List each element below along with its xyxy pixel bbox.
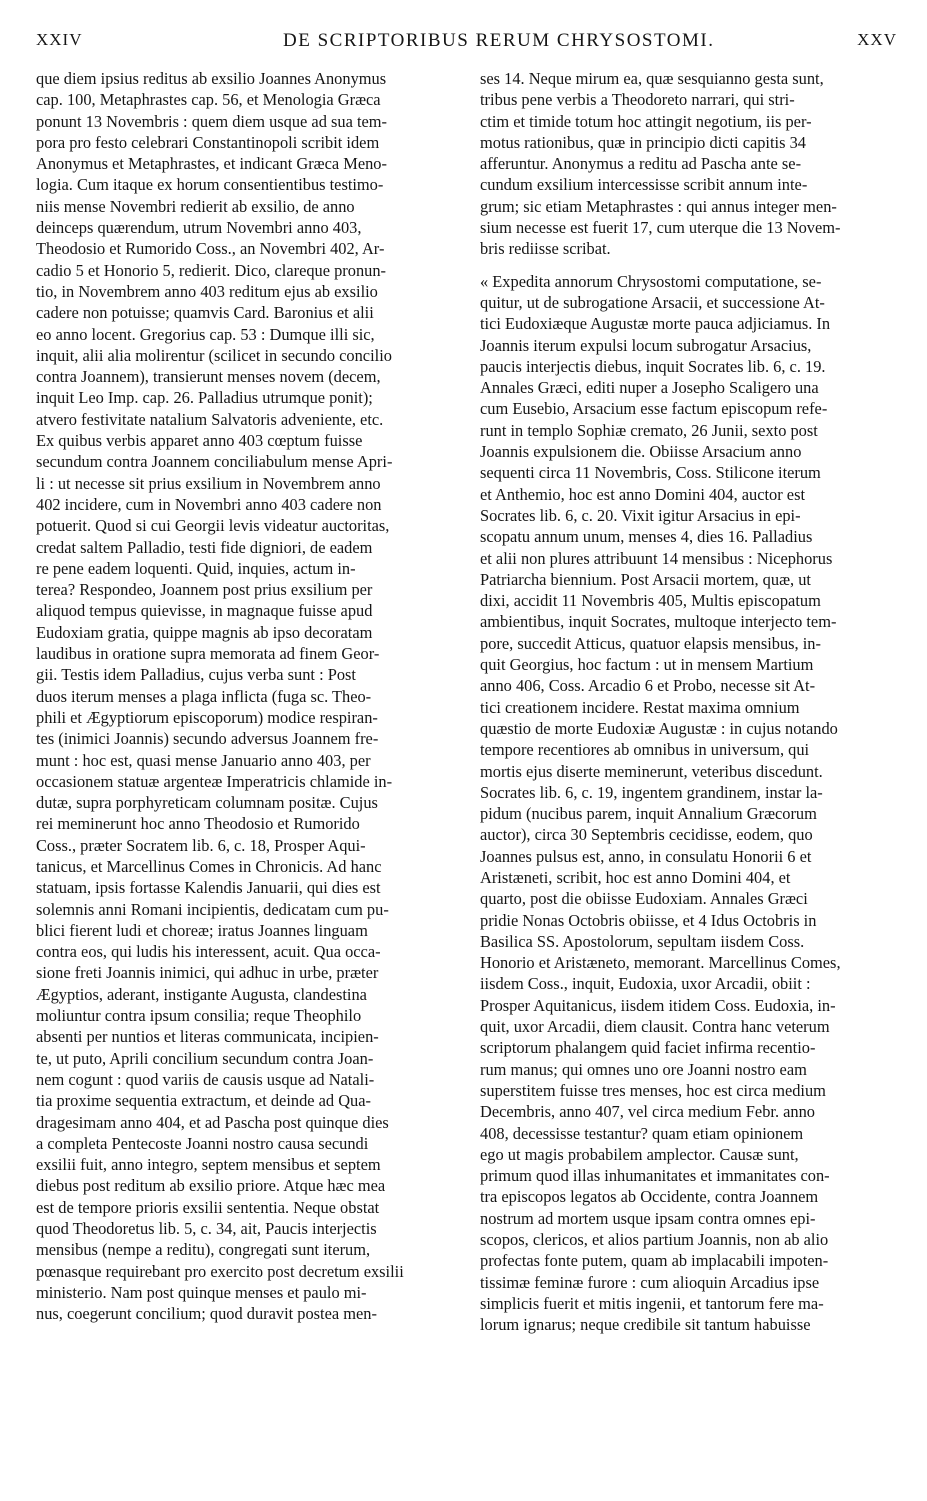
text-line: statuam, ipsis fortasse Kalendis Januarii, qui dies est xyxy=(36,878,381,898)
text-line: Aristæneti, scribit, hoc est anno Domini 404, et xyxy=(480,867,791,887)
text-line: ctim et timide totum hoc attingit negotium, iis per- xyxy=(480,111,812,131)
text-line: inquit, alii alia molirentur (scilicet in secundo concilio xyxy=(36,345,392,365)
text-line: Prosper Aquitanicus, iisdem itidem Coss. Eudoxia, in- xyxy=(480,995,836,1015)
text-line: quod Theodoretus lib. 5, c. 34, ait, Paucis interjectis xyxy=(36,1219,377,1239)
text-line: blici fierent ludi et choreæ; iratus Joannes linguam xyxy=(36,920,368,940)
text-line: sium necesse est fuerit 17, cum uterque die 13 Novem- xyxy=(480,218,841,238)
text-line: Joannis iterum expulsi locum subrogatur Arsacius, xyxy=(480,335,812,355)
text-line: dixi, accidit 11 Novembris 405, Multis episcopatum xyxy=(480,591,821,611)
text-line: nus, coegerunt concilium; quod duravit postea men- xyxy=(36,1304,377,1324)
text-line: ses 14. Neque mirum ea, quæ sesquianno gesta sunt, xyxy=(480,69,824,88)
text-line: moliuntur contra ipsum consilia; reque Theophilo xyxy=(36,1006,362,1026)
text-line: simplicis fuerit et mitis ingenii, et tantorum fere ma- xyxy=(480,1293,824,1313)
text-line: Theodosio et Rumorido Coss., an Novembri 402, Ar- xyxy=(36,239,385,259)
text-line: laudibus in oratione supra memorata ad finem Geor- xyxy=(36,644,380,664)
text-line: potuerit. Quod si cui Georgii levis videatur auctoritas, xyxy=(36,516,390,536)
text-line: quarto, post die obiisse Eudoxiam. Annales Græci xyxy=(480,889,808,909)
text-line: deinceps quærendum, utrum Novembri anno 403, xyxy=(36,218,362,238)
text-line: runt in templo Sophiæ cremato, 26 Junii, sexto post xyxy=(480,420,818,440)
text-line: motus rationibus, quæ in principio dicti capitis 34 xyxy=(480,132,806,152)
text-line: sione freti Joannis inimici, qui adhuc in urbe, præter xyxy=(36,963,379,983)
text-line: tici Eudoxiæque Augustæ morte pauca adjiciamus. In xyxy=(480,314,831,334)
text-line: ambientibus, inquit Socrates, multoque interjecto tem- xyxy=(480,612,837,632)
text-line: credat saltem Palladio, testi fide digniori, de eadem xyxy=(36,537,373,557)
text-line: pora pro festo celebrari Constantinopoli scribit idem xyxy=(36,132,380,152)
text-line: cadio 5 et Honorio 5, redierit. Dico, clareque pronun- xyxy=(36,260,386,280)
text-line: Ægyptios, aderant, instigante Augusta, clandestina xyxy=(36,984,367,1004)
text-line: terea? Respondeo, Joannem post prius exsilium per xyxy=(36,580,373,600)
text-line: iisdem Coss., inquit, Eudoxia, uxor Arcadii, obiit : xyxy=(480,974,811,994)
text-line: 408, decessisse testantur? quam etiam opinionem xyxy=(480,1123,804,1143)
right-paragraph-1 xyxy=(480,68,900,260)
left-column xyxy=(36,68,456,1325)
text-line: Joannes pulsus est, anno, in consulatu Honorii 6 et xyxy=(480,846,812,866)
text-line: phili et Ægyptiorum episcoporum) modice respiran- xyxy=(36,707,378,727)
text-line: Ex quibus verbis apparet anno 403 cœptum fuisse xyxy=(36,431,363,451)
text-line: rum manus; qui omnes uno ore Joanni nostro eam xyxy=(480,1059,807,1079)
text-line: te, ut puto, Aprili concilium secundum contra Joan- xyxy=(36,1048,374,1068)
text-line: tia proxime sequentia extractum, et deinde ad Qua- xyxy=(36,1091,371,1111)
text-line: grum; sic etiam Metaphrastes : qui annus integer men- xyxy=(480,196,837,216)
text-line: exsilii fuit, anno integro, septem mensibus et septem xyxy=(36,1155,381,1175)
text-line: quit Georgius, hoc factum : ut in mensem Martium xyxy=(480,655,814,675)
text-line: auctor), circa 30 Septembris cecidisse, eodem, quo xyxy=(480,825,813,845)
paragraph-gap xyxy=(480,260,900,271)
text-line: tici creationem incidere. Restat maxima omnium xyxy=(480,697,800,717)
text-line: superstitem fuisse tres menses, hoc est circa medium xyxy=(480,1080,826,1100)
text-line: diebus post reditum ab exsilio priore. Atque hæc mea xyxy=(36,1176,386,1196)
text-line: solemnis anni Romani incipientis, dedicatam cum pu- xyxy=(36,899,389,919)
text-line: secundum contra Joannem conciliabulum mense Apri- xyxy=(36,452,393,472)
text-line: Coss., præter Socratem lib. 6, c. 18, Prosper Aqui- xyxy=(36,835,366,855)
text-line: Eudoxiam gratia, quippe magnis ab ipso decoratam xyxy=(36,622,373,642)
text-line: occasionem statuæ argenteæ Imperatricis chlamide in- xyxy=(36,771,393,791)
text-line: tes (inimici Joannis) secundo adversus Joannem fre- xyxy=(36,729,379,749)
text-line: cundum exsilium intercessisse scribit annum inte- xyxy=(480,175,808,195)
text-line: inquit Leo Imp. cap. 26. Palladius utrumque ponit); xyxy=(36,388,373,408)
text-line: Joannis expulsionem die. Obiisse Arsacium anno xyxy=(480,442,802,462)
text-line: tio, in Novembrem anno 403 reditum ejus ab exsilio xyxy=(36,281,378,301)
text-line: re pene eadem loquenti. Quid, inquies, actum in- xyxy=(36,558,356,578)
text-line: Honorio et Aristæneto, memorant. Marcellinus Comes, xyxy=(480,953,841,973)
text-line: tanicus, et Marcellinus Comes in Chronicis. Ad hanc xyxy=(36,856,382,876)
text-line: logia. Cum itaque ex horum consentientibus testimo- xyxy=(36,175,384,195)
text-line: pridie Nonas Octobris obiisse, et 4 Idus Octobris in xyxy=(480,910,817,930)
text-line: tra episcopos legatos ab Occidente, contra Joannem xyxy=(480,1187,819,1207)
text-line: scriptorum phalangem quid faciet infirma recentio- xyxy=(480,1038,816,1058)
text-line: dragesimam anno 404, et ad Pascha post quinque dies xyxy=(36,1112,389,1132)
text-line: quæstio de morte Eudoxiæ Augustæ : in cujus notando xyxy=(480,718,838,738)
text-line: cum Eusebio, Arsacium esse factum episcopum refe- xyxy=(480,399,828,419)
text-line: contra eos, qui ludis his interessent, acuit. Qua occa- xyxy=(36,942,381,962)
text-line: li : ut necesse sit prius exsilium in Novembrem anno xyxy=(36,473,381,493)
text-line: est de tempore prioris exsilii sententia. Neque obstat xyxy=(36,1197,380,1217)
text-line: pore, succedit Atticus, quatuor elapsis mensibus, in- xyxy=(480,633,821,653)
text-line: Anonymus et Metaphrastes, et indicant Græca Meno- xyxy=(36,154,387,174)
text-line: que diem ipsius reditus ab exsilio Joannes Anonymus xyxy=(36,69,387,88)
text-line: bris rediisse scribat. xyxy=(480,239,611,259)
text-line: tissimæ feminæ furore : cum alioquin Arcadius ipse xyxy=(480,1272,820,1292)
text-line: mortis ejus diserte meminerunt, veteribus discedunt. xyxy=(480,761,823,781)
text-line: a completa Pentecoste Joanni nostro causa secundi xyxy=(36,1133,369,1153)
text-line: gii. Testis idem Palladius, cujus verba sunt : Post xyxy=(36,665,356,685)
text-line: ponunt 13 Novembris : quem diem usque ad sua tem- xyxy=(36,111,387,131)
text-line: profectas fonte putem, quam ab implacabili impoten- xyxy=(480,1251,829,1271)
text-line: niis mense Novembri redierit ab exsilio, de anno xyxy=(36,196,355,216)
text-line: rei meminerunt hoc anno Theodosio et Rumorido xyxy=(36,814,360,834)
text-line: nem cogunt : quod variis de causis usque ad Natali- xyxy=(36,1069,375,1089)
page-number-right: XXV xyxy=(857,30,897,49)
text-line: munt : hoc est, quasi mense Januario anno 403, per xyxy=(36,750,371,770)
text-line: lorum ignarus; neque credibile sit tantum habuisse xyxy=(480,1315,811,1335)
right-paragraph-2 xyxy=(480,271,900,1336)
page-header xyxy=(0,30,927,56)
text-line: nostrum ad mortem usque ipsam contra omnes epi- xyxy=(480,1208,816,1228)
text-line: aliquod tempus quievisse, in magnaque fuisse apud xyxy=(36,601,373,621)
text-line: et Anthemio, hoc est anno Domini 404, auctor est xyxy=(480,484,806,504)
text-line: Decembris, anno 407, vel circa medium Febr. anno xyxy=(480,1102,815,1122)
text-line: Basilica SS. Apostolorum, sepultam iisdem Coss. xyxy=(480,931,805,951)
text-line: « Expedita annorum Chrysostomi computatione, se- xyxy=(480,271,822,291)
text-line: afferuntur. Anonymus a reditu ad Pascha ante se- xyxy=(480,154,802,174)
text-line: mensibus (nempe a reditu), congregati sunt iterum, xyxy=(36,1240,371,1260)
text-line: Socrates lib. 6, c. 20. Vixit igitur Arsacius in epi- xyxy=(480,505,801,525)
text-line: contra Joannem), transierunt menses novem (decem, xyxy=(36,367,381,387)
text-line: 402 incidere, cum in Novembri anno 403 cadere non xyxy=(36,494,382,514)
text-line: scopos, clericos, et alios partium Joannis, non ab alio xyxy=(480,1230,829,1250)
text-line: cadere non potuisse; quamvis Card. Baronius et alii xyxy=(36,303,374,323)
text-line: absenti per nuntios et literas communicata, incipien- xyxy=(36,1027,379,1047)
text-line: quit, uxor Arcadii, diem clausit. Contra hanc veterum xyxy=(480,1017,830,1037)
text-line: ministerio. Nam post quinque menses et paulo mi- xyxy=(36,1282,367,1302)
text-line: eo anno locent. Gregorius cap. 53 : Dumque illi sic, xyxy=(36,324,375,344)
text-line: atvero festivitate natalium Salvatoris adveniente, etc. xyxy=(36,409,384,429)
text-line: primum quod illas inhumanitates et immanitates con- xyxy=(480,1166,830,1186)
text-line: Annales Græci, editi nuper a Josepho Scaligero una xyxy=(480,378,819,398)
page-number-left: XXIV xyxy=(36,30,83,49)
text-line: Socrates lib. 6, c. 19, ingentem grandinem, instar la- xyxy=(480,782,823,802)
text-line: dutæ, supra porphyreticam columnam positæ. Cujus xyxy=(36,793,378,813)
text-line: scopatu annum unum, menses 4, dies 16. Palladius xyxy=(480,527,813,547)
running-title: DE SCRIPTORIBUS RERUM CHRYSOSTOMI. xyxy=(283,30,715,51)
text-line: ego ut magis probabilem amplector. Causæ sunt, xyxy=(480,1144,799,1164)
text-line: tempore recentiores ab omnibus in universum, qui xyxy=(480,740,810,760)
text-line: tribus pene verbis a Theodoreto narrari, qui stri- xyxy=(480,90,795,110)
text-line: pœnasque requirebant pro exercito post decretum exsilii xyxy=(36,1261,404,1281)
text-line: pidum (nucibus parem, inquit Annalium Græcorum xyxy=(480,804,817,824)
text-line: cap. 100, Metaphrastes cap. 56, et Menologia Græca xyxy=(36,90,381,110)
text-line: anno 406, Coss. Arcadio 6 et Probo, necesse sit At- xyxy=(480,676,816,696)
text-line: paucis interjectis diebus, inquit Socrates lib. 6, c. 19. xyxy=(480,356,826,376)
right-column xyxy=(480,68,900,1336)
text-line: Patriarcha biennium. Post Arsacii mortem, quæ, ut xyxy=(480,569,811,589)
text-line: sequenti circa 11 Novembris, Coss. Stilicone iterum xyxy=(480,463,821,483)
text-line: et alii non plures attribuunt 14 mensibus : Nicephorus xyxy=(480,548,833,568)
text-line: quitur, ut de subrogatione Arsacii, et successione At- xyxy=(480,292,825,312)
text-line: duos iterum menses a plaga inflicta (fuga sc. Theo- xyxy=(36,686,372,706)
